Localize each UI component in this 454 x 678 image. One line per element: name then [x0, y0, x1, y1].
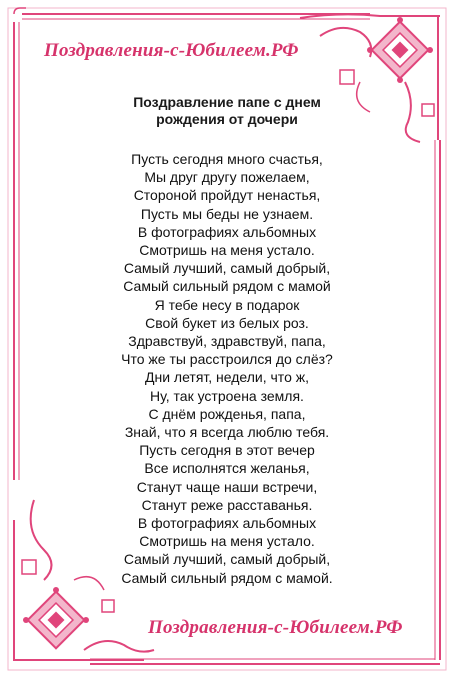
poem-line: Самый лучший, самый добрый, [123, 551, 331, 568]
poem-text [60, 150, 394, 587]
poem-line: Мы друг другу пожелаем, [144, 169, 310, 186]
poem-line: С днём рожденья, папа, [148, 405, 306, 422]
page-title [80, 94, 374, 128]
poem-line: Свой букет из белых роз. [145, 314, 309, 331]
poem-line: Все исполнятся желанья, [144, 460, 310, 477]
poem-line: Стороной пройдут ненастья, [133, 187, 321, 204]
poem-line: Ну, так устроена земля. [150, 387, 304, 404]
site-name-top: Поздравления-с-Юбилеем.РФ [44, 40, 299, 61]
poem-line: Станут реже расставанья. [141, 496, 313, 513]
poem-line: Смотришь на меня устало. [139, 533, 315, 550]
poem-line: В фотографиях альбомных [137, 515, 317, 532]
poem-line: Пусть сегодня много счастья, [131, 151, 323, 167]
poem-line: Знай, что я всегда люблю тебя. [124, 424, 330, 441]
title-line: рождения от дочери [156, 111, 298, 127]
poem-line: Я тебе несу в подарок [154, 296, 300, 313]
poem-line: Самый сильный рядом с мамой [123, 278, 331, 295]
site-name-bottom: Поздравления-с-Юбилеем.РФ [148, 617, 403, 638]
poem-line: Дни летят, недели, что ж, [145, 369, 309, 386]
title-line: Поздравление папе с днем [133, 94, 321, 110]
poem-line: Смотришь на меня устало. [139, 242, 315, 259]
poem-line: Самый сильный рядом с мамой. [121, 569, 333, 586]
poem-line: Что же ты расстроился до слёз? [121, 351, 333, 368]
poem-line: В фотографиях альбомных [137, 223, 317, 240]
poem-line: Пусть сегодня в этот вечер [139, 442, 315, 459]
poem-line: Пусть мы беды не узнаем. [140, 205, 314, 222]
poem-line: Здравствуй, здравствуй, папа, [128, 333, 326, 350]
poem-line: Самый лучший, самый добрый, [123, 260, 331, 277]
poem-line: Станут чаще наши встречи, [136, 478, 318, 495]
